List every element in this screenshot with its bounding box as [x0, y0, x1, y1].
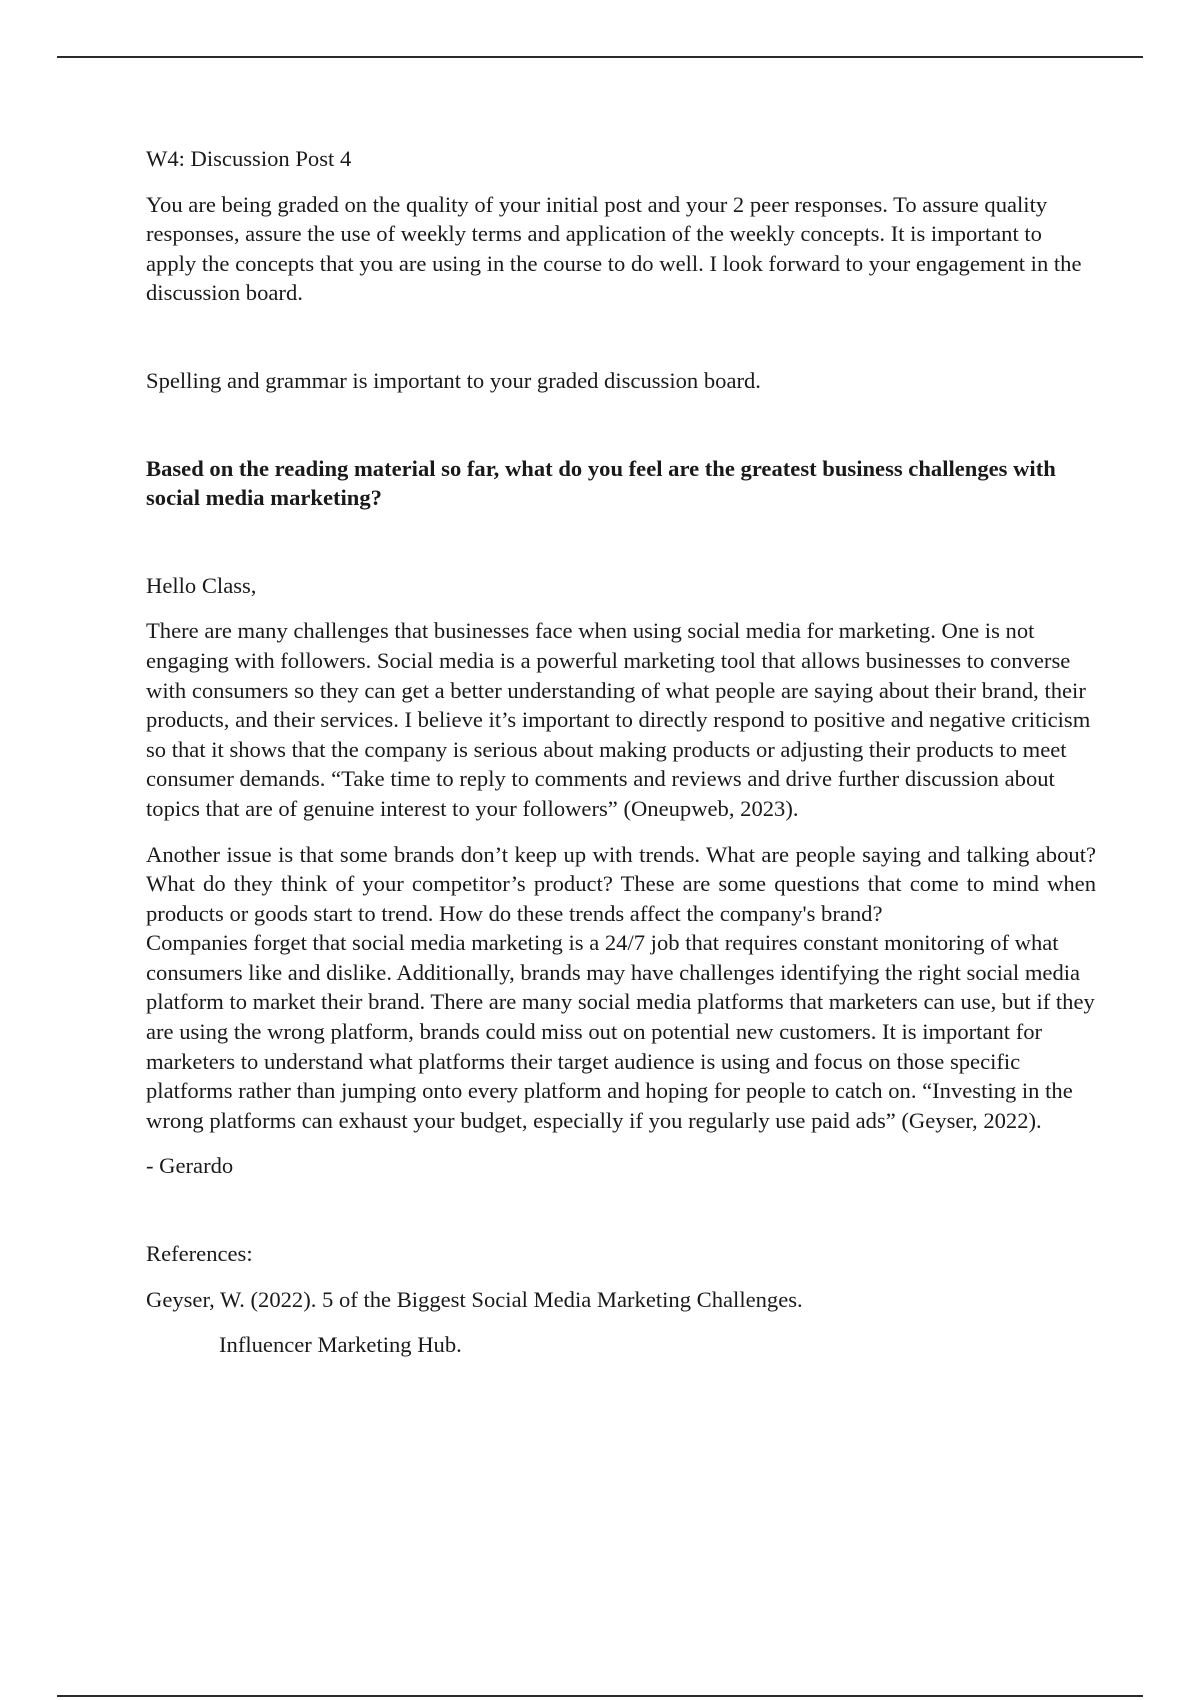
spelling-note: Spelling and grammar is important to your graded discussion board. — [146, 367, 761, 393]
signoff: - Gerardo — [146, 1153, 234, 1179]
top-divider — [57, 56, 1143, 58]
body-paragraph-2: Another issue is that some brands don’t keep up with trends. What are people saying and talking about? What do they think of your competitor’s product? These are some questions that come to mind when products or goods start to trend. How do these trends affect the company's brand? — [146, 841, 1096, 926]
references-heading: References: — [146, 1241, 253, 1267]
reference-entry: Geyser, W. (2022). 5 of the Biggest Social Media Marketing Challenges. — [146, 1286, 803, 1312]
document-title: W4: Discussion Post 4 — [146, 146, 352, 171]
intro-paragraph: You are being graded on the quality of your initial post and your 2 peer responses. To assure quality responses, assure the use of weekly terms and application of the weekly concepts. It is important to apply the concepts that you are using in the course to do well. I look forward to your engagement in the discussion board. — [146, 191, 1082, 306]
bottom-divider — [57, 1695, 1143, 1697]
body-paragraph-1: There are many challenges that businesses face when using social media for marketing. One is not engaging with followers. Social media is a powerful marketing tool that allows businesses to converse with consumers so they can get a better understanding of what people are saying about their brand, their products, and their services. I believe it’s important to directly respond to positive and negative criticism so that it shows that the company is serious about making products or adjusting their products to meet consumer demands. “Take time to reply to comments and reviews and drive further discussion about topics that are of genuine interest to your followers” (Oneupweb, 2023). — [146, 618, 1091, 821]
reference-entry-continuation: Influencer Marketing Hub. — [219, 1332, 462, 1358]
body-paragraph-3: Companies forget that social media marketing is a 24/7 job that requires constant monitoring of what consumers like and dislike. Additionally, brands may have challenges identifying the right social media platform to market their brand. There are many social media platforms that marketers can use, but if they are using the wrong platform, brands could miss out on potential new customers. It is important for marketers to understand what platforms their target audience is using and focus on those specific platforms rather than jumping onto every platform and hoping for people to catch on. “Investing in the wrong platforms can exhaust your budget, especially if you regularly use paid ads” (Geyser, 2022). — [146, 930, 1095, 1133]
document-body — [146, 144, 1096, 1360]
discussion-question: Based on the reading material so far, what do you feel are the greatest business challenges with social media marketing? — [146, 455, 1056, 511]
greeting: Hello Class, — [146, 572, 257, 598]
